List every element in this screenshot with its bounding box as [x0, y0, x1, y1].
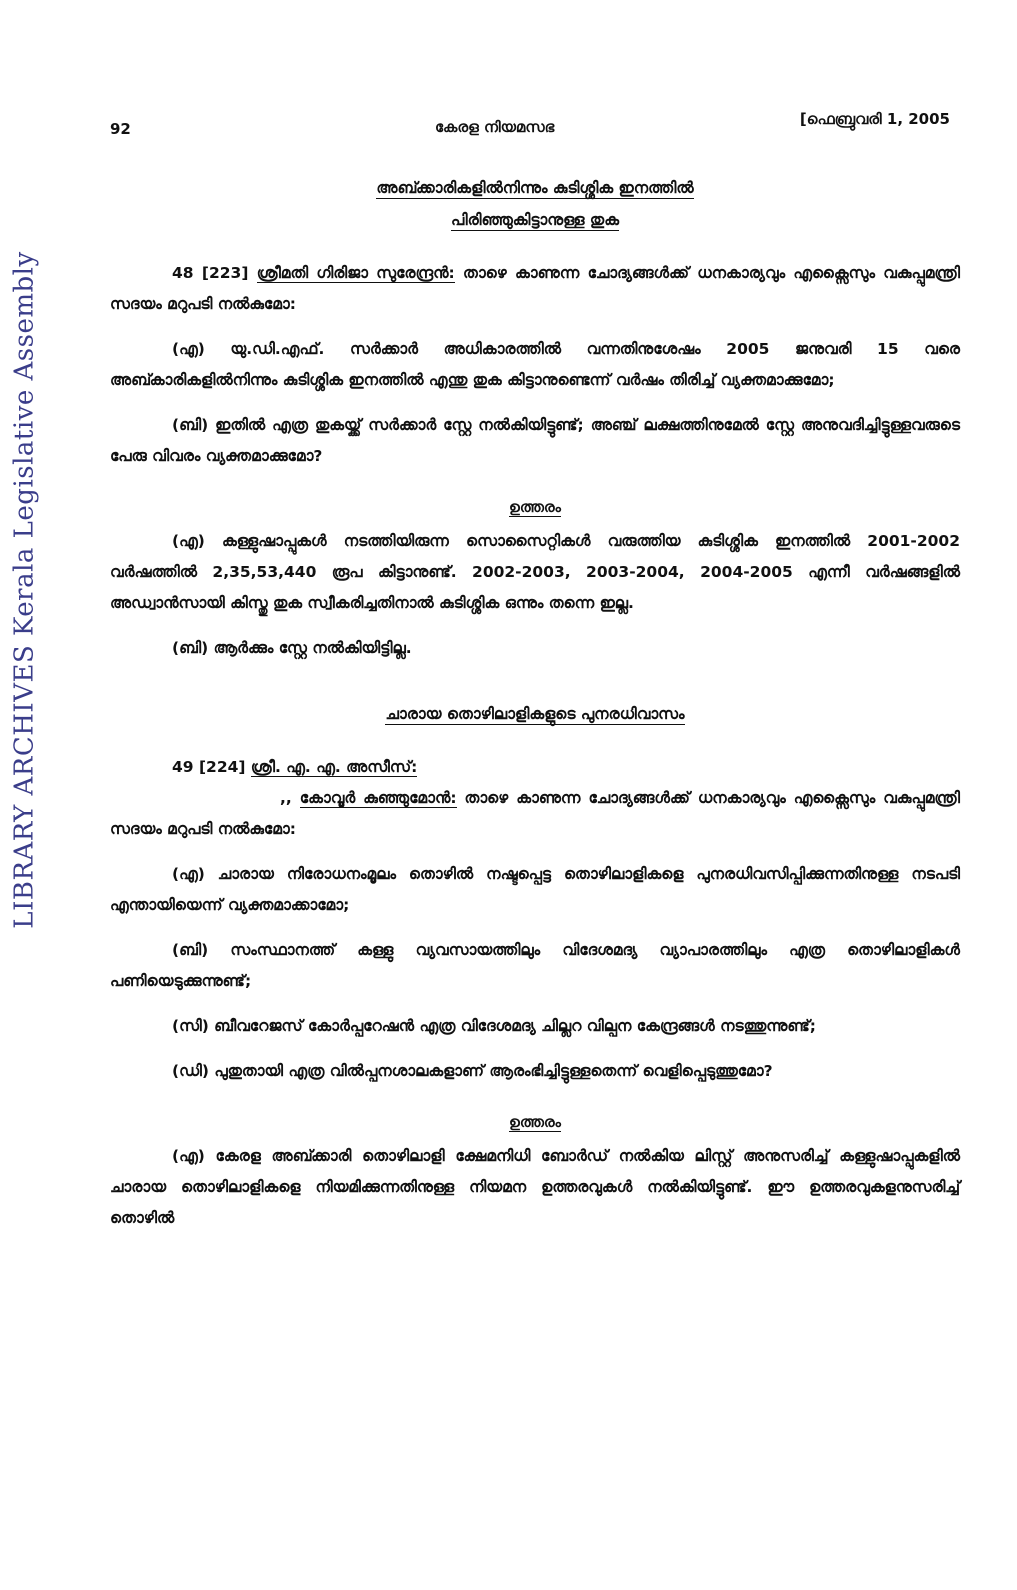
- member-name: ശ്രീ. എ. എ. അസീസ്:: [250, 758, 418, 776]
- question-item-a: (എ) ചാരായ നിരോധനംമൂലം തൊഴിൽ നഷ്ടപ്പെട്ട തൊഴിലാളികളെ പുനരധിവസിപ്പിക്കുന്നതിനുള്ള നടപടി എന്തായിയെന്ന് വ്യക്തമാക്കാമോ;: [110, 865, 960, 914]
- section1-title: [110, 172, 960, 236]
- answer-item-a: (എ) കേരള അബ്ക്കാരി തൊഴിലാളി ക്ഷേമനിധി ബോർഡ് നൽകിയ ലിസ്റ്റ് അനുസരിച്ച് കള്ളുഷാപ്പുകളിൽ ചാരായ തൊഴിലാളികളെ നിയമിക്കുന്നതിനുള്ള നിയമന ഉത്തരവുകൾ നൽകിയിട്ടുണ്ട്. ഈ ഉത്തരവുകളനുസരിച്ച് തൊഴിൽ: [110, 1147, 960, 1227]
- member-name: കോവൂർ കുഞ്ഞുമോൻ:: [299, 789, 457, 807]
- answer-heading: ഉത്തരം: [509, 498, 561, 516]
- question-number: 49 [224]: [172, 758, 246, 776]
- question-text: താഴെ കാണുന്ന ചോദ്യങ്ങൾക്ക് ധനകാര്യവും എക്സൈസും വകുപ്പുമന്ത്രി സദയം മറുപടി നൽകുമോ:: [110, 264, 960, 313]
- member-name: ശ്രീമതി ഗിരിജാ സുരേന്ദ്രൻ:: [256, 264, 455, 282]
- question-item-d: (ഡി) പുതുതായി എത്ര വിൽപ്പനശാലകളാണ് ആരംഭിച്ചിട്ടുള്ളതെന്ന് വെളിപ്പെടുത്തുമോ?: [172, 1062, 773, 1080]
- header-date: [ഫെബ്രുവരി 1, 2005: [799, 110, 950, 128]
- question-number: 48 [223]: [172, 264, 249, 282]
- archive-watermark: [0, 40, 50, 1140]
- question-item-b: (ബി) ഇതിൽ എത്ര തുകയ്ക്ക് സർക്കാർ സ്റ്റേ നൽകിയിട്ടുണ്ട്; അഞ്ച് ലക്ഷത്തിനുമേൽ സ്റ്റേ അനുവദിച്ചിട്ടുള്ളവരുടെ പേരു വിവരം വ്യക്തമാക്കുമോ?: [110, 416, 960, 465]
- section1-title-line1: അബ്ക്കാരികളിൽനിന്നും കുടിശ്ശിക ഇനത്തിൽ: [376, 179, 694, 197]
- document-page: [110, 98, 960, 1234]
- question-item-c: (സി) ബീവറേജസ് കോർപ്പറേഷൻ എത്ര വിദേശമദ്യ ചില്ലറ വില്പന കേന്ദ്രങ്ങൾ നടത്തുന്നുണ്ട്;: [172, 1017, 816, 1035]
- answer-item-a: (എ) കള്ളുഷാപ്പുകൾ നടത്തിയിരുന്ന സൊസൈറ്റികൾ വരുത്തിയ കുടിശ്ശിക ഇനത്തിൽ 2001-2002 വർഷത്തിൽ 2,35,53,440 രൂപ കിട്ടാനുണ്ട്. 2002-2003, 2003-2004, 2004-2005 എന്നീ വർഷങ്ങളിൽ അഡ്വാൻസായി കിസ്തു തുക സ്വീകരിച്ചതിനാൽ കുടിശ്ശിക ഒന്നും തന്നെ ഇല്ല.: [110, 532, 960, 612]
- question-text: താഴെ കാണുന്ന ചോദ്യങ്ങൾക്ക് ധനകാര്യവും എക്സൈസും വകുപ്പുമന്ത്രി സദയം മറുപടി നൽകുമോ:: [110, 789, 960, 838]
- question-49-line2: [110, 783, 960, 845]
- page-header: [110, 98, 960, 138]
- section2-title: [110, 698, 960, 730]
- question-49-line1: [110, 752, 960, 783]
- answer-heading: ഉത്തരം: [509, 1113, 561, 1131]
- answer-item-b: (ബി) ആർക്കും സ്റ്റേ നൽകിയിട്ടില്ല.: [172, 639, 412, 657]
- section2-title-text: ചാരായ തൊഴിലാളികളുടെ പുനരധിവാസം: [385, 705, 685, 723]
- question-item-b: (ബി) സംസ്ഥാനത്ത് കള്ളു വ്യവസായത്തിലും വിദേശമദ്യ വ്യാപാരത്തിലും എത്ര തൊഴിലാളികൾ പണിയെടുക്കുന്നുണ്ട്;: [110, 941, 960, 990]
- question-48: [110, 258, 960, 320]
- question-item-a: (എ) യു.ഡി.എഫ്. സർക്കാർ അധികാരത്തിൽ വന്നതിനുശേഷം 2005 ജനുവരി 15 വരെ അബ്കാരികളിൽനിന്നും കുടിശ്ശിക ഇനത്തിൽ എന്തു തുക കിട്ടാനുണ്ടെന്ന് വർഷം തിരിച്ച് വ്യക്തമാക്കുമോ;: [110, 340, 960, 389]
- page-number: 92: [110, 120, 131, 138]
- watermark-text: LIBRARY ARCHIVES Kerala Legislative Assembly: [10, 251, 40, 929]
- ditto-mark: ,,: [280, 789, 292, 807]
- running-title: കേരള നിയമസഭ: [435, 118, 555, 136]
- section1-title-line2: പിരിഞ്ഞുകിട്ടാനുള്ള തുക: [451, 211, 619, 229]
